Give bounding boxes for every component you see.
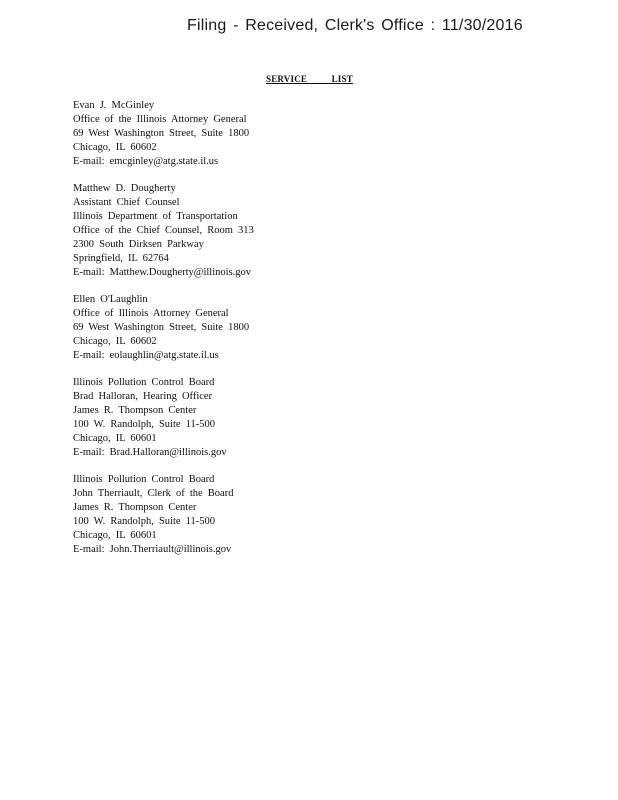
entry-organization: Illinois Pollution Control Board	[73, 474, 215, 485]
service-list	[73, 99, 254, 570]
entry-name: Brad Halloran, Hearing Officer	[73, 391, 213, 402]
entry-city-state-zip: Chicago, IL 60601	[73, 530, 157, 541]
entry-name: Ellen O'Laughlin	[73, 294, 148, 305]
entry-email: E-mail: Brad.Halloran@illinois.gov	[73, 447, 227, 458]
service-entry-therriault	[73, 473, 254, 557]
entry-building: James R. Thompson Center	[73, 405, 197, 416]
entry-email: E-mail: Matthew.Dougherty@illinois.gov	[73, 267, 252, 278]
service-entry-halloran	[73, 376, 254, 460]
entry-street-address: 69 West Washington Street, Suite 1800	[73, 322, 250, 333]
entry-organization: Office of Illinois Attorney General	[73, 308, 229, 319]
service-list-title: SERVICE LIST	[266, 74, 353, 84]
entry-city-state-zip: Chicago, IL 60602	[73, 336, 157, 347]
entry-street-address: 2300 South Dirksen Parkway	[73, 239, 204, 250]
entry-street-address: 100 W. Randolph, Suite 11-500	[73, 516, 216, 527]
entry-street-address: 69 West Washington Street, Suite 1800	[73, 128, 250, 139]
entry-building: James R. Thompson Center	[73, 502, 197, 513]
entry-email: E-mail: John.Therriault@illinois.gov	[73, 544, 232, 555]
service-entry-mcginley	[73, 99, 254, 169]
entry-city-state-zip: Springfield, IL 62764	[73, 253, 169, 264]
service-entry-dougherty	[73, 182, 254, 280]
entry-name: Matthew D. Dougherty	[73, 183, 176, 194]
entry-organization: Illinois Pollution Control Board	[73, 377, 215, 388]
entry-city-state-zip: Chicago, IL 60602	[73, 142, 157, 153]
entry-city-state-zip: Chicago, IL 60601	[73, 433, 157, 444]
entry-office: Office of the Chief Counsel, Room 313	[73, 225, 254, 236]
entry-organization: Office of the Illinois Attorney General	[73, 114, 247, 125]
service-entry-olaughlin	[73, 293, 254, 363]
entry-name: Evan J. McGinley	[73, 100, 155, 111]
entry-email: E-mail: eolaughlin@atg.state.il.us	[73, 350, 219, 361]
filing-stamp-header: Filing - Received, Clerk's Office : 11/30/2016	[187, 17, 523, 34]
entry-organization: Illinois Department of Transportation	[73, 211, 238, 222]
entry-street-address: 100 W. Randolph, Suite 11-500	[73, 419, 216, 430]
entry-name: John Therriault, Clerk of the Board	[73, 488, 234, 499]
entry-email: E-mail: emcginley@atg.state.il.us	[73, 156, 219, 167]
entry-title: Assistant Chief Counsel	[73, 197, 180, 208]
